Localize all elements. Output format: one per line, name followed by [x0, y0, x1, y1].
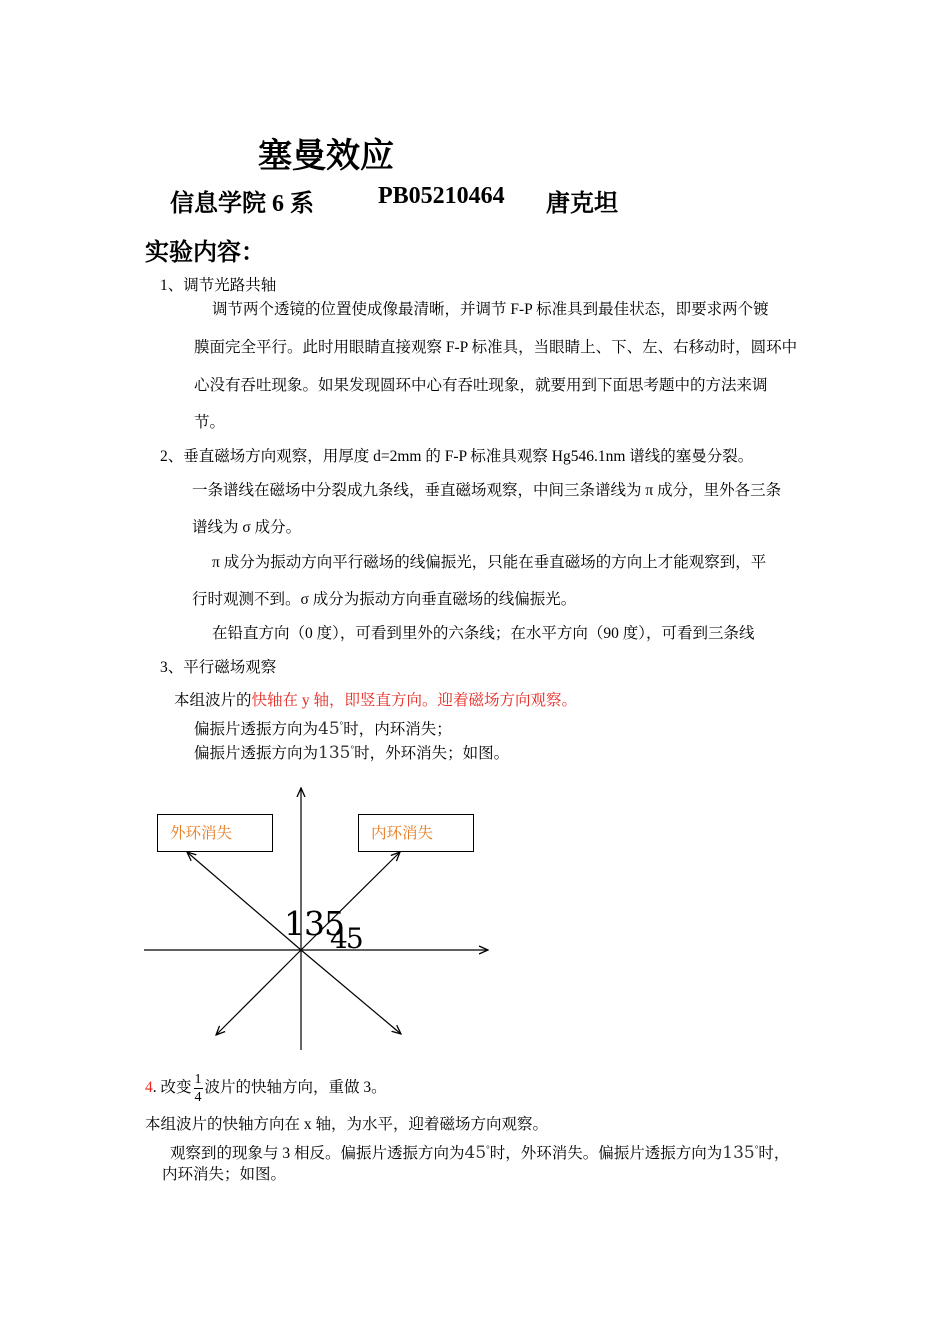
s4-prefix: . 改变 — [152, 1079, 192, 1096]
s2-line3: π 成分为振动方向平行磁场的线偏振光，只能在垂直磁场的方向上才能观察到，平 — [212, 554, 767, 571]
s3-heading: 3、平行磁场观察 — [160, 659, 277, 676]
s3-line1-prefix: 本组波片的 — [174, 692, 252, 709]
degree-sign: ° — [350, 744, 355, 754]
s3-line1 — [174, 691, 577, 711]
s3-line3 — [194, 739, 509, 764]
author-line — [170, 183, 630, 218]
s4-line2-b: 时，外环消失。偏振片透振方向为 — [489, 1145, 723, 1163]
s1-line4: 节。 — [194, 414, 226, 431]
author-name: 唐克坦 — [546, 191, 618, 217]
s3-line2-angle: 45 — [318, 719, 340, 740]
s1-line3: 心没有吞吐现象。如果发现圆环中心有吞吐现象，就要用到下面思考题中的方法来调 — [194, 377, 768, 394]
diag-135-down — [301, 950, 401, 1034]
s4-heading — [145, 1068, 387, 1108]
s3-line1-highlight: 快轴在 y 轴，即竖直方向。迎着磁场方向观察。 — [251, 692, 578, 709]
s2-heading: 2、垂直磁场方向观察，用厚度 d=2mm 的 F-P 标准具观察 Hg546.1nm 谱线的塞曼分裂。 — [160, 448, 754, 465]
s4-line2-a: 观察到的现象与 3 相反。偏振片透振方向为 — [170, 1145, 465, 1163]
section-heading: 实验内容： — [145, 240, 265, 266]
author-student-id: PB05210464 — [378, 183, 505, 209]
label-outer-ring-vanish: 外环消失 — [157, 814, 273, 852]
s3-line3-prefix: 偏振片透振方向为 — [194, 745, 319, 763]
s2-line2: 谱线为 σ 成分。 — [192, 519, 302, 536]
diag-45-down — [216, 950, 301, 1035]
s3-line3-suffix: 时，外环消失；如图。 — [354, 745, 510, 763]
s2-line5: 在铅直方向（0 度），可看到里外的六条线；在水平方向（90 度），可看到三条线 — [212, 625, 755, 642]
s4-line2-c: 时， — [758, 1145, 790, 1163]
degree-sign: ° — [754, 1144, 759, 1154]
quarter-fraction — [194, 1071, 203, 1106]
page-title: 塞曼效应 — [258, 138, 394, 175]
label-inner-ring-vanish: 内环消失 — [358, 814, 474, 852]
s3-line2-suffix: 时，内环消失； — [343, 721, 452, 739]
s2-line1: 一条谱线在磁场中分裂成九条线，垂直磁场观察，中间三条谱线为 π 成分，里外各三条 — [192, 482, 782, 499]
s4-line1: 本组波片的快轴方向在 x 轴，为水平，迎着磁场方向观察。 — [145, 1116, 549, 1133]
s3-line2 — [194, 715, 452, 740]
s4-line2-angle2: 135 — [722, 1143, 755, 1164]
s4-line3: 内环消失；如图。 — [162, 1166, 287, 1183]
s4-line2-angle1: 45 — [464, 1143, 487, 1164]
s3-line3-angle: 135 — [318, 743, 351, 764]
s3-line2-prefix: 偏振片透振方向为 — [194, 721, 319, 739]
fraction-denominator: 4 — [194, 1089, 202, 1105]
angle-135-label: 135 — [284, 904, 344, 943]
s4-number: 4 — [145, 1079, 153, 1096]
s2-line4: 行时观测不到。σ 成分为振动方向垂直磁场的线偏振光。 — [192, 591, 577, 608]
degree-sign: ° — [339, 720, 344, 730]
degree-sign: ° — [486, 1144, 490, 1154]
s1-line2: 膜面完全平行。此时用眼睛直接观察 F-P 标准具，当眼睛上、下、左、右移动时，圆环中 — [194, 339, 798, 356]
fraction-numerator: 1 — [194, 1071, 202, 1087]
s1-heading: 1、调节光路共轴 — [160, 277, 277, 294]
s1-line1: 调节两个透镜的位置使成像最清晰，并调节 F-P 标准具到最佳状态，即要求两个镀 — [212, 301, 769, 318]
s4-suffix: 波片的快轴方向，重做 3。 — [204, 1079, 387, 1096]
author-dept: 信息学院 6 系 — [170, 191, 314, 217]
s4-line2 — [170, 1139, 789, 1164]
angle-45-label: 45 — [330, 922, 362, 955]
